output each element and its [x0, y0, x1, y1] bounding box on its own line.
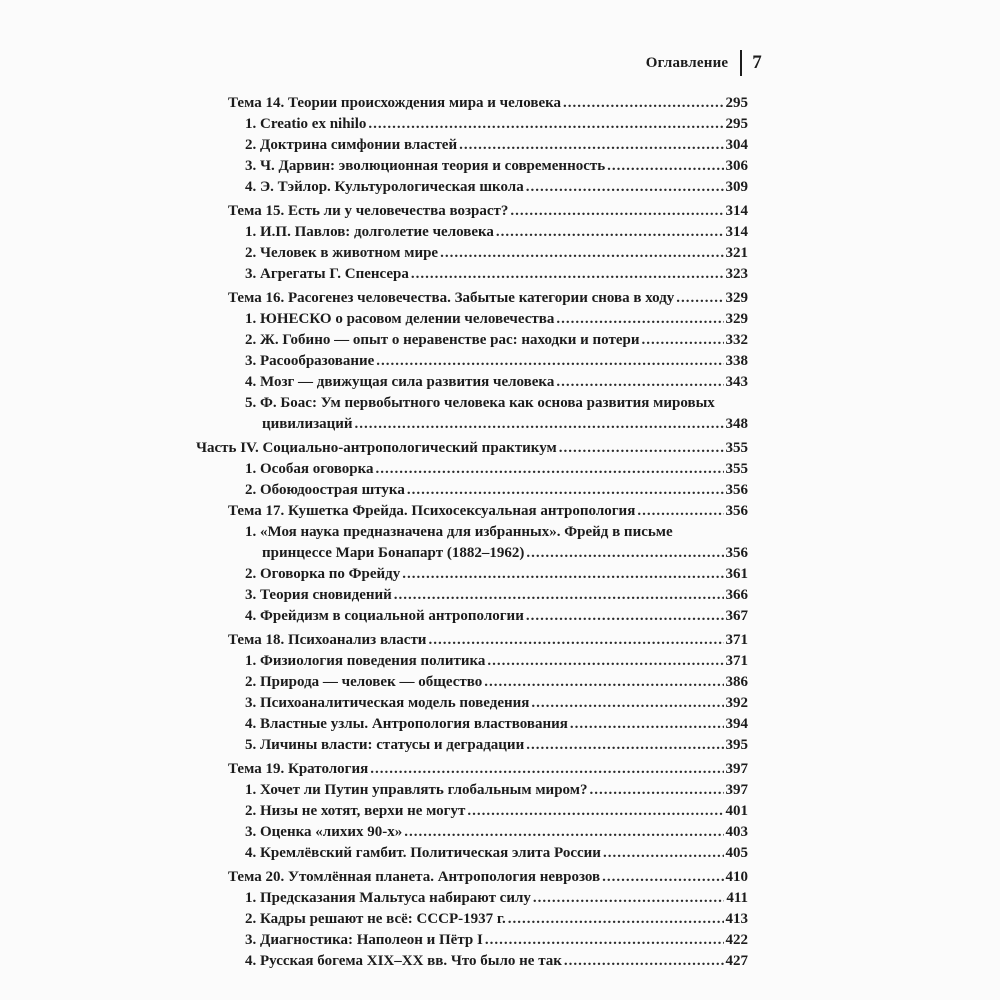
toc-leader-dots: [376, 459, 724, 479]
toc-entry: [245, 822, 748, 842]
toc-entry: [228, 630, 748, 650]
toc-entry: [245, 606, 748, 626]
toc-entry-page: 314: [725, 224, 748, 240]
toc-entry: [228, 759, 748, 779]
toc-entry-title: 2. Низы не хотят, верхи не могут: [245, 803, 466, 819]
toc-entry-page: 395: [725, 737, 748, 753]
toc-leader-dots: [563, 93, 723, 113]
toc-entry-title: Тема 15. Есть ли у человечества возраст?: [228, 203, 509, 219]
toc-entry-title: 1. Хочет ли Путин управлять глобальным миром?: [245, 782, 588, 798]
toc-entry-page: 397: [725, 761, 748, 777]
toc-entry-title: Тема 18. Психоанализ власти: [228, 632, 427, 648]
toc-entry: [245, 243, 748, 263]
toc-leader-dots: [564, 951, 724, 971]
toc-entry-page: 422: [725, 932, 748, 948]
toc-entry-page: 413: [725, 911, 748, 927]
toc-entry: [245, 672, 748, 692]
toc-entry-title: Тема 17. Кушетка Фрейда. Психосексуальная антропология: [228, 503, 636, 519]
toc-entry-title: 1. ЮНЕСКО о расовом делении человечества: [245, 311, 555, 327]
toc-leader-dots: [526, 543, 723, 563]
toc-entry-title: 2. Обоюдоострая штука: [245, 482, 405, 498]
toc-entry: [245, 177, 748, 197]
toc-entry-title: 1. Creatio ex nihilo: [245, 116, 367, 132]
toc-entry: [245, 780, 748, 800]
toc-leader-dots: [570, 714, 724, 734]
toc-leader-dots: [559, 438, 724, 458]
toc-leader-dots: [376, 351, 723, 371]
toc-leader-dots: [526, 177, 724, 197]
toc-leader-dots: [607, 156, 723, 176]
toc-leader-dots: [676, 288, 723, 308]
toc-entry-title: 3. Оценка «лихих 90-х»: [245, 824, 403, 840]
toc-entry-page: 295: [725, 116, 748, 132]
page-number: 7: [752, 52, 762, 73]
toc-entry: [245, 351, 748, 371]
toc-entry-title: 2. Доктрина симфонии властей: [245, 137, 458, 153]
toc-leader-dots: [459, 135, 723, 155]
toc-entry: [245, 888, 748, 908]
toc-leader-dots: [440, 243, 723, 263]
toc-entry-title: 1. И.П. Павлов: долголетие человека: [245, 224, 494, 240]
toc-entry-title: 3. Диагностика: Наполеон и Пётр I: [245, 932, 483, 948]
toc-entry-title: 1. Физиология поведения политика: [245, 653, 486, 669]
toc-entry-page: 392: [725, 695, 748, 711]
toc-entry: [228, 201, 748, 221]
toc-entry: [245, 330, 748, 350]
toc-leader-dots: [368, 114, 723, 134]
toc-leader-dots: [533, 888, 724, 908]
toc-entry: [245, 372, 748, 392]
toc-leader-dots: [402, 564, 723, 584]
toc-entry-page: 306: [725, 158, 748, 174]
toc-entry: [245, 459, 748, 479]
toc-entry: [245, 156, 748, 176]
toc-entry-page: 394: [725, 716, 748, 732]
toc-entry-title-line2: цивилизаций: [262, 416, 353, 432]
toc-entry-title-line1: 1. «Моя наука предназначена для избранных». Фрейд в письме: [245, 524, 673, 540]
toc-entry: [245, 222, 748, 242]
toc-entry-page: 405: [725, 845, 748, 861]
toc-leader-dots: [355, 414, 724, 434]
toc-entry-title: 4. Фрейдизм в социальной антропологии: [245, 608, 524, 624]
toc-entry-title: 3. Теория сновидений: [245, 587, 392, 603]
toc-entry-page: 371: [725, 653, 748, 669]
toc-entry-title: Тема 20. Утомлённая планета. Антропология неврозов: [228, 869, 601, 885]
toc-entry-page: 403: [725, 824, 748, 840]
toc-entry: [228, 867, 748, 887]
toc-entry-title: 1. Особая оговорка: [245, 461, 374, 477]
toc-leader-dots: [370, 759, 723, 779]
toc-entry-title: 4. Кремлёвский гамбит. Политическая элита России: [245, 845, 601, 861]
toc-leader-dots: [556, 309, 723, 329]
toc-leader-dots: [484, 672, 723, 692]
toc-leader-dots: [394, 585, 724, 605]
toc-entry: [228, 93, 748, 113]
toc-entry-page: 343: [725, 374, 748, 390]
toc-entry-page: 371: [725, 632, 748, 648]
toc-entry-page: 314: [725, 203, 748, 219]
running-header: [646, 50, 762, 76]
toc-entry-title: 2. Природа — человек — общество: [245, 674, 483, 690]
toc-leader-dots: [485, 930, 724, 950]
toc-leader-dots: [642, 330, 724, 350]
toc-entry-page: 329: [725, 290, 748, 306]
toc-entry-page: 356: [725, 545, 748, 561]
toc-entry: [196, 438, 748, 458]
toc-entry-title: 3. Расообразование: [245, 353, 375, 369]
toc-entry: [245, 480, 748, 500]
toc-entry-page: 366: [725, 587, 748, 603]
toc-entry: [262, 543, 748, 563]
toc-entry-page: 356: [725, 482, 748, 498]
toc-entry-page: 348: [725, 416, 748, 432]
toc-leader-dots: [526, 606, 724, 626]
toc-entry: [245, 843, 748, 863]
toc-entry-page: 323: [725, 266, 748, 282]
toc-entry: [228, 501, 748, 521]
toc-leader-dots: [404, 822, 723, 842]
toc-entry-title: 2. Оговорка по Фрейду: [245, 566, 401, 582]
toc-leader-dots: [411, 264, 724, 284]
toc-entry: [228, 288, 748, 308]
toc-entry: [245, 714, 748, 734]
toc-entry-page: 401: [725, 803, 748, 819]
toc-leader-dots: [589, 780, 723, 800]
toc-entry-title: 1. Предсказания Мальтуса набирают силу: [245, 890, 531, 906]
toc-entry: [245, 951, 748, 971]
toc-entry: [245, 801, 748, 821]
toc-entry: [245, 909, 748, 929]
toc-entry-page: 295: [725, 95, 748, 111]
toc-leader-dots: [407, 480, 724, 500]
toc-entry-page: 355: [725, 440, 748, 456]
toc-leader-dots: [510, 201, 723, 221]
toc-entry-title: 4. Мозг — движущая сила развития человека: [245, 374, 555, 390]
toc-entry-page: 367: [725, 608, 748, 624]
toc-entry-title: 3. Агрегаты Г. Спенсера: [245, 266, 409, 282]
toc-entry-title: 4. Э. Тэйлор. Культурологическая школа: [245, 179, 524, 195]
toc-entry-page: 361: [725, 566, 748, 582]
toc-entry-title: Тема 19. Кратология: [228, 761, 369, 777]
toc-entry-page: 411: [726, 890, 748, 906]
toc-leader-dots: [526, 735, 723, 755]
toc-entry-title: 3. Психоаналитическая модель поведения: [245, 695, 530, 711]
toc-entry: [245, 651, 748, 671]
toc-entry: [245, 693, 748, 713]
toc-leader-dots: [487, 651, 723, 671]
toc-entry-title: Тема 16. Расогенез человечества. Забытые категории снова в ходу: [228, 290, 675, 306]
toc-entry-title: 2. Кадры решают не всё: СССР-1937 г.: [245, 911, 506, 927]
toc-leader-dots: [602, 867, 723, 887]
header-title: Оглавление: [645, 54, 729, 71]
toc-entry-title-line2: принцессе Мари Бонапарт (1882–1962): [262, 545, 525, 561]
toc-entry-page: 410: [725, 869, 748, 885]
toc-entry-page: 321: [725, 245, 748, 261]
toc-entry-title: Тема 14. Теории происхождения мира и человека: [228, 95, 562, 111]
toc-entry-title: 2. Человек в животном мире: [245, 245, 439, 261]
toc-entry: [245, 264, 748, 284]
toc-entry-page: 332: [725, 332, 748, 348]
toc-entry-page: 329: [725, 311, 748, 327]
toc-entry-page: 309: [725, 179, 748, 195]
toc-entry-page: 386: [725, 674, 748, 690]
header-divider: [740, 50, 742, 76]
toc-entry-page: 304: [725, 137, 748, 153]
toc-leader-dots: [496, 222, 724, 242]
toc-entry-page: 355: [725, 461, 748, 477]
toc-leader-dots: [603, 843, 724, 863]
toc-leader-dots: [637, 501, 723, 521]
toc-entry: [245, 735, 748, 755]
toc-entry-title: Часть IV. Социально-антропологический практикум: [196, 440, 557, 456]
toc-entry: [245, 309, 748, 329]
toc-entry-title: 4. Властные узлы. Антропология властвования: [245, 716, 568, 732]
toc-entry-title: 5. Личины власти: статусы и деградации: [245, 737, 525, 753]
toc-entry: [245, 135, 748, 155]
toc-entry-title: 4. Русская богема XIX–XX вв. Что было не так: [245, 953, 562, 969]
toc-entry: [245, 930, 748, 950]
toc-leader-dots: [556, 372, 723, 392]
toc-entry-page: 427: [725, 953, 748, 969]
toc-entry-title-line1: 5. Ф. Боас: Ум первобытного человека как основа развития мировых: [245, 395, 715, 411]
toc-entry-page: 397: [725, 782, 748, 798]
toc-leader-dots: [508, 909, 724, 929]
toc-entry: [262, 414, 748, 434]
toc-entry-title: 3. Ч. Дарвин: эволюционная теория и современность: [245, 158, 606, 174]
toc-leader-dots: [467, 801, 723, 821]
toc-entry: [245, 585, 748, 605]
toc-entry-page: 338: [725, 353, 748, 369]
toc-leader-dots: [531, 693, 723, 713]
toc-entry-page: 356: [725, 503, 748, 519]
toc-entry-title: 2. Ж. Гобино — опыт о неравенстве рас: находки и потери: [245, 332, 640, 348]
toc-leader-dots: [428, 630, 723, 650]
toc-entry: [245, 564, 748, 584]
toc-entry: [245, 114, 748, 134]
